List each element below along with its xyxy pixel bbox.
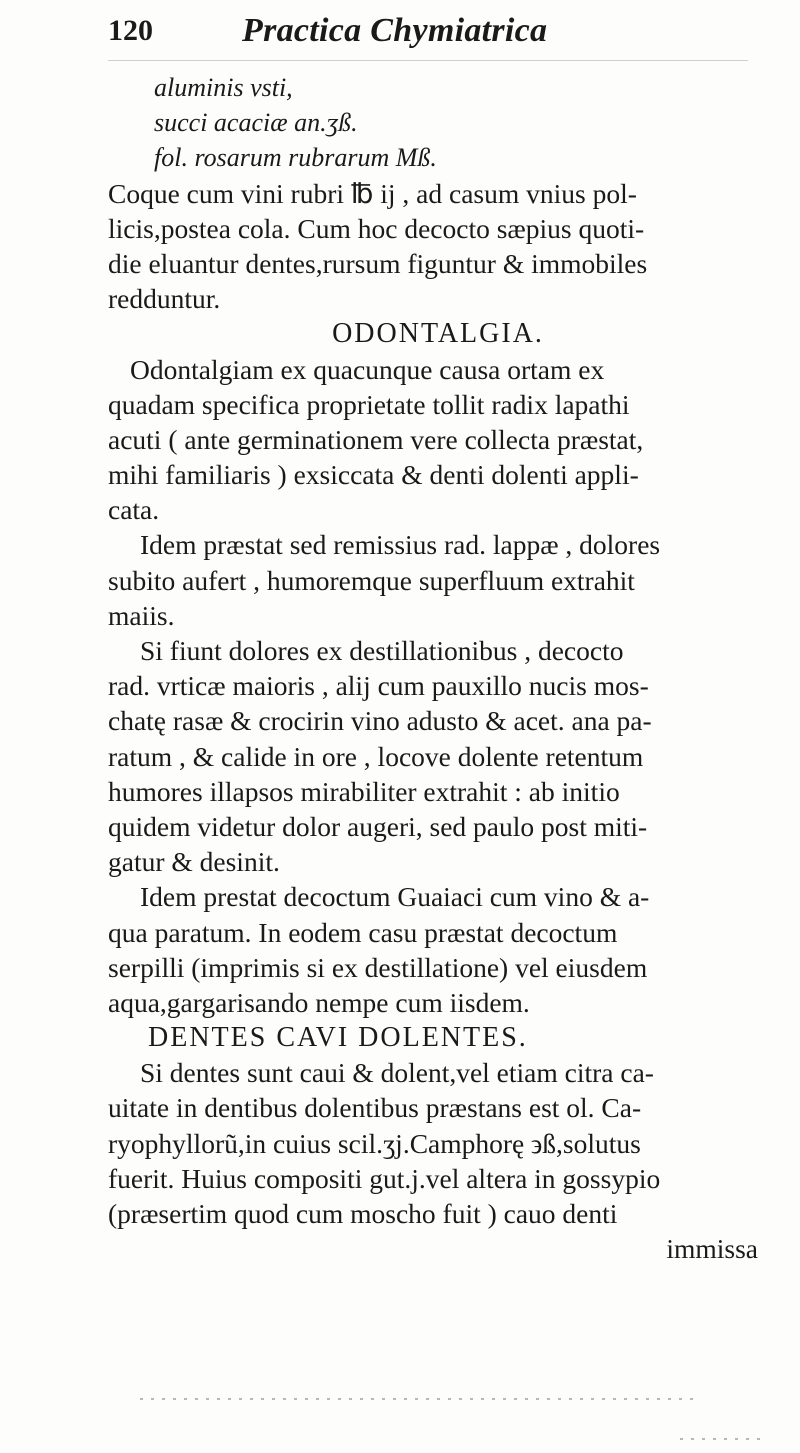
recipe-ingredient: fol. rosarum rubrarum Mß. (154, 143, 437, 173)
running-title: Practica Chymiatrica (242, 12, 548, 49)
text-line: die eluantur dentes,rursum figuntur & immobiles (108, 247, 648, 279)
header-rule (108, 60, 748, 61)
text-line: maiis. (108, 599, 175, 631)
text-line: serpilli (imprimis si ex destillatione) vel eiusdem (108, 951, 648, 983)
text-line: quadam specifica proprietate tollit radix lapathi (108, 388, 630, 420)
bleed-through-marks (140, 1398, 700, 1400)
page-header (108, 10, 768, 60)
text-line: cata. (108, 494, 160, 526)
text-line: redduntur. (108, 283, 221, 315)
section-heading-odontalgia: ODONTALGIA. (332, 318, 544, 350)
text-line: quidem videtur dolor augeri, sed paulo post miti- (108, 810, 648, 842)
text-line: Si dentes sunt caui & dolent,vel etiam citra ca- (140, 1057, 654, 1089)
recipe-ingredient: aluminis vsti, (154, 73, 293, 102)
text-line: humores illapsos mirabiliter extrahit : ab initio (108, 775, 620, 807)
recipe-ingredient: succi acaciæ an.ʒß. (154, 108, 358, 138)
text-line: Idem prestat decoctum Guaiaci cum vino & a- (140, 881, 650, 913)
text-line: uitate in dentibus dolentibus præstans est ol. Ca- (108, 1092, 642, 1124)
text-line: mihi familiaris ) exsiccata & denti dolenti appli- (108, 459, 639, 491)
text-line: Idem præstat sed remissius rad. lappæ , dolores (140, 529, 661, 561)
text-line: Si fiunt dolores ex destillationibus , decocto (140, 635, 624, 666)
section-heading-dentes: DENTES CAVI DOLENTES. (148, 1022, 528, 1054)
text-line: licis,postea cola. Cum hoc decocto sæpius quoti- (108, 212, 645, 244)
catchword: immissa (666, 1233, 758, 1265)
text-line: acuti ( ante germinationem vere collecta præstat, (108, 423, 644, 455)
text-line: gatur & desinit. (108, 846, 280, 878)
page-number: 120 (108, 14, 153, 47)
page-body (108, 70, 768, 1266)
text-line: chatę rasæ & crocirin vino adusto & acet. ana pa- (108, 705, 652, 737)
text-line: qua paratum. In eodem casu præstat decoctum (108, 916, 618, 948)
text-line: ratum , & calide in ore , locove dolente retentum (108, 740, 644, 772)
text-line: subito aufert , humoremque superfluum extrahit (108, 564, 635, 596)
text-line: Odontalgiam ex quacunque causa ortam ex (130, 353, 605, 385)
text-line: rad. vrticæ maioris , alij cum pauxillo nucis mos- (108, 670, 649, 702)
text-line: Coque cum vini rubri ℔ ij , ad casum vnius pol- (108, 177, 637, 209)
text-line: (præsertim quod cum moscho fuit ) cauo denti (108, 1198, 618, 1229)
bleed-through-marks (680, 1438, 760, 1440)
text-line: fuerit. Huius compositi gut.j.vel altera in gossypio (108, 1162, 661, 1194)
text-line: aqua,gargarisando nempe cum iisdem. (108, 986, 530, 1018)
text-line: ryophyllorũ,in cuius scil.ʒj.Camphorę ϶ß,solutus (108, 1127, 641, 1159)
